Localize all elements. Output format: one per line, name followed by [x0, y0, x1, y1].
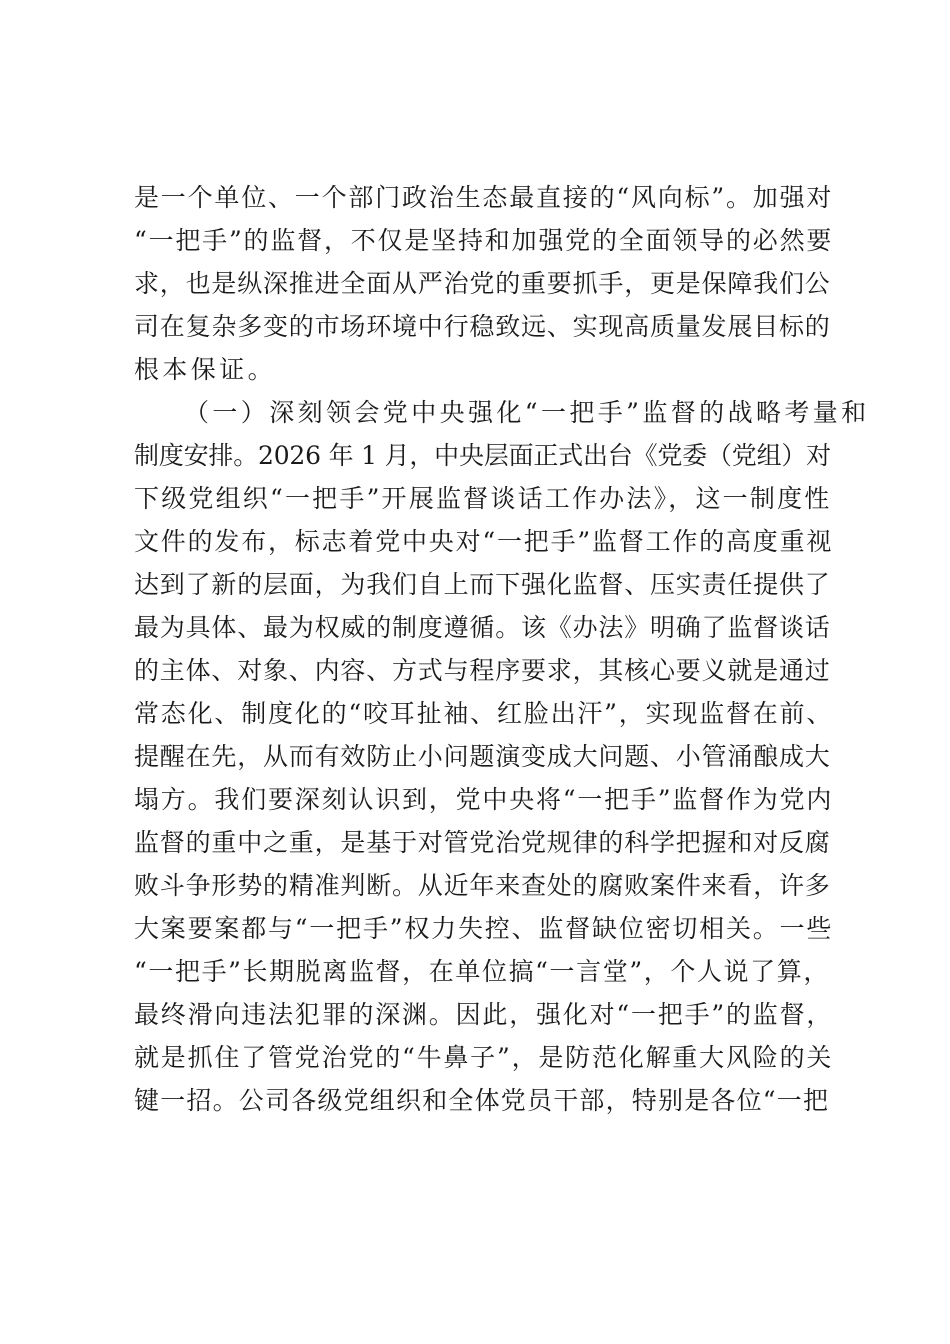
text-line: “一把手”长期脱离监督，在单位搞“一言堂”，个人说了算，: [134, 957, 830, 986]
text-line: 键一招。公司各级党组织和全体党员干部，特别是各位“一把: [134, 1086, 830, 1115]
text-line: “一把手”的监督，不仅是坚持和加强党的全面领导的必然要: [134, 226, 834, 255]
text-line: 求，也是纵深推进全面从严治党的重要抓手，更是保障我们公: [134, 269, 831, 298]
text-line: 文件的发布，标志着党中央对“一把手”监督工作的高度重视: [134, 527, 834, 556]
text-line: 最终滑向违法犯罪的深渊。因此，强化对“一把手”的监督，: [134, 1000, 834, 1029]
text-line: 下级党组织“一把手”开展监督谈话工作办法》，这一制度性: [134, 484, 832, 513]
text-line: 是一个单位、一个部门政治生态最直接的“风向标”。加强对: [134, 183, 834, 212]
text-line: 大案要案都与“一把手”权力失控、监督缺位密切相关。一些: [134, 914, 834, 943]
text-line: 监督的重中之重，是基于对管党治党规律的科学把握和对反腐: [134, 828, 831, 857]
text-line: 就是抓住了管党治党的“牛鼻子”，是防范化解重大风险的关: [134, 1043, 834, 1072]
text-line: 达到了新的层面，为我们自上而下强化监督、压实责任提供了: [134, 570, 831, 599]
text-line: 司在复杂多变的市场环境中行稳致远、实现高质量发展目标的: [134, 312, 831, 341]
text-line: 的主体、对象、内容、方式与程序要求，其核心要义就是通过: [134, 656, 831, 685]
text-line: 提醒在先，从而有效防止小问题演变成大问题、小管涌酿成大: [134, 742, 831, 771]
section-heading-line: （一）深刻领会党中央强化“一把手”监督的战略考量和: [184, 398, 870, 427]
text-line: 根本保证。: [134, 355, 277, 384]
text-line: 塌方。我们要深刻认识到，党中央将“一把手”监督作为党内: [134, 785, 834, 814]
text-line: 最为具体、最为权威的制度遵循。该《办法》明确了监督谈话: [134, 613, 831, 642]
text-line: 常态化、制度化的“咬耳扯袖、红脸出汗”，实现监督在前、: [134, 699, 834, 728]
text-line: 制度安排。2026 年 1 月，中央层面正式出台《党委（党组）对: [134, 441, 831, 470]
text-line: 败斗争形势的精准判断。从近年来查处的腐败案件来看，许多: [134, 871, 831, 900]
